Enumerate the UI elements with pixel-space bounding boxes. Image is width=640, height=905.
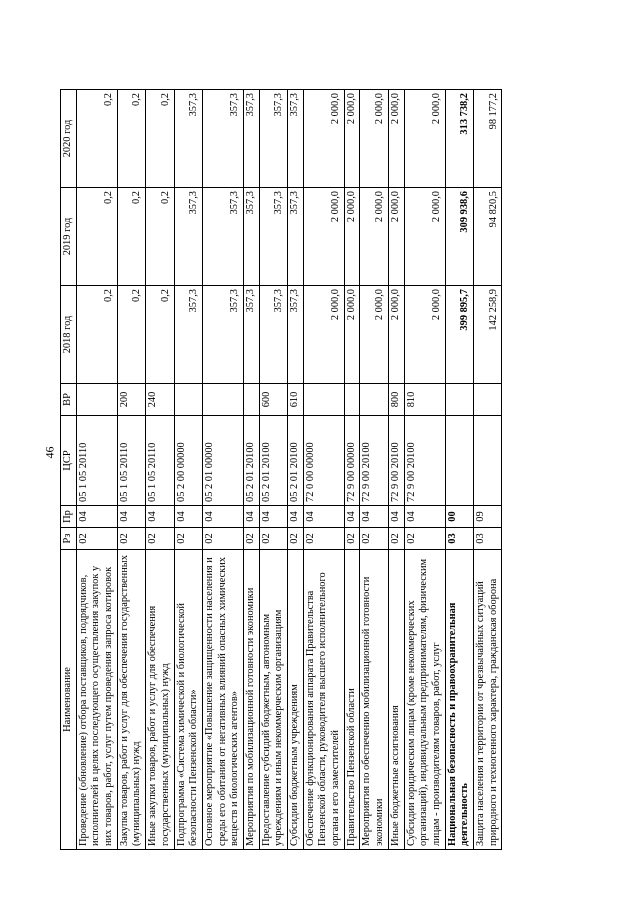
cell-2019: 357,3 <box>259 188 287 286</box>
table-row <box>117 90 145 850</box>
cell-rz: 02 <box>117 528 145 550</box>
cell-name: Мероприятия по обеспечению мобилизационной готовности экономики <box>360 550 388 850</box>
cell-2019: 2 000,0 <box>344 188 360 286</box>
cell-csr: 72 9 00 20100 <box>360 416 388 506</box>
cell-2020: 357,3 <box>174 90 202 188</box>
cell-csr: 05 2 01 20100 <box>288 416 304 506</box>
cell-pr: 04 <box>76 506 117 528</box>
cell-vr <box>202 384 243 416</box>
cell-name: Защита населения и территории от чрезвычайных ситуаций природного и техногенного характера, гражданская оборона <box>473 550 501 850</box>
cell-pr: 04 <box>344 506 360 528</box>
column-header-name: Наименование <box>61 550 77 850</box>
cell-csr <box>445 416 473 506</box>
cell-rz: 02 <box>76 528 117 550</box>
cell-2018: 0,2 <box>146 286 174 384</box>
column-header-csr: ЦСР <box>61 416 77 506</box>
cell-vr: 810 <box>404 384 445 416</box>
cell-2018: 357,3 <box>259 286 287 384</box>
cell-2018: 357,3 <box>288 286 304 384</box>
column-header-2020: 2020 год <box>61 90 77 188</box>
column-header-rz: Рз <box>61 528 77 550</box>
table-row <box>174 90 202 850</box>
cell-vr: 610 <box>288 384 304 416</box>
cell-csr: 05 2 01 00000 <box>202 416 243 506</box>
cell-vr <box>473 384 501 416</box>
cell-pr: 04 <box>388 506 404 528</box>
cell-csr: 72 9 00 20100 <box>404 416 445 506</box>
cell-2019: 0,2 <box>146 188 174 286</box>
cell-csr: 72 0 00 00000 <box>303 416 344 506</box>
cell-2020: 2 000,0 <box>404 90 445 188</box>
cell-2019: 2 000,0 <box>303 188 344 286</box>
cell-csr <box>473 416 501 506</box>
cell-pr: 04 <box>174 506 202 528</box>
cell-vr: 600 <box>259 384 287 416</box>
cell-2020: 357,3 <box>202 90 243 188</box>
cell-2018: 2 000,0 <box>360 286 388 384</box>
table-row <box>202 90 243 850</box>
cell-pr: 04 <box>259 506 287 528</box>
cell-2018: 2 000,0 <box>388 286 404 384</box>
cell-2020: 313 738,2 <box>445 90 473 188</box>
cell-name: Мероприятия по мобилизационной готовности экономики <box>243 550 259 850</box>
cell-csr: 72 9 00 00000 <box>344 416 360 506</box>
cell-csr: 05 2 01 20100 <box>259 416 287 506</box>
cell-csr: 05 2 00 00000 <box>174 416 202 506</box>
cell-2020: 357,3 <box>243 90 259 188</box>
budget-table-container <box>60 90 560 850</box>
cell-rz: 02 <box>259 528 287 550</box>
budget-table <box>60 89 502 850</box>
cell-2018: 142 258,9 <box>473 286 501 384</box>
cell-rz: 02 <box>344 528 360 550</box>
table-row <box>360 90 388 850</box>
table-row <box>288 90 304 850</box>
cell-name: Субсидии бюджетным учреждениям <box>288 550 304 850</box>
cell-name: Обеспечение функционирования аппарата Правительства Пензенской области, руководителя высшего исполнительного органа и его заместителей <box>303 550 344 850</box>
cell-pr: 04 <box>288 506 304 528</box>
cell-pr: 04 <box>404 506 445 528</box>
cell-2018: 2 000,0 <box>404 286 445 384</box>
column-header-2019: 2019 год <box>61 188 77 286</box>
cell-2018: 357,3 <box>174 286 202 384</box>
cell-pr: 04 <box>117 506 145 528</box>
cell-rz: 02 <box>174 528 202 550</box>
cell-2020: 2 000,0 <box>303 90 344 188</box>
cell-csr: 05 1 05 20110 <box>76 416 117 506</box>
cell-vr <box>76 384 117 416</box>
cell-2019: 357,3 <box>202 188 243 286</box>
cell-name: Основное мероприятие «Повышение защищенности населения и среды его обитания от негативных влияний опасных химических веществ и биологических агентов» <box>202 550 243 850</box>
table-row <box>243 90 259 850</box>
table-row <box>259 90 287 850</box>
cell-rz: 02 <box>146 528 174 550</box>
cell-2019: 2 000,0 <box>360 188 388 286</box>
cell-2019: 0,2 <box>117 188 145 286</box>
cell-name: Иные бюджетные ассигнования <box>388 550 404 850</box>
cell-vr: 240 <box>146 384 174 416</box>
cell-2020: 0,2 <box>146 90 174 188</box>
cell-2020: 2 000,0 <box>360 90 388 188</box>
cell-csr: 05 1 05 20110 <box>117 416 145 506</box>
cell-pr: 04 <box>303 506 344 528</box>
cell-vr <box>360 384 388 416</box>
cell-name: Национальная безопасность и правоохранительная деятельность <box>445 550 473 850</box>
cell-vr: 800 <box>388 384 404 416</box>
cell-rz: 02 <box>202 528 243 550</box>
page-number: 46 <box>42 446 57 459</box>
cell-pr: 04 <box>360 506 388 528</box>
cell-rz: 02 <box>404 528 445 550</box>
table-body <box>76 90 502 850</box>
cell-name: Закупка товаров, работ и услуг для обеспечения государственных (муниципальных) нужд <box>117 550 145 850</box>
cell-2018: 357,3 <box>202 286 243 384</box>
cell-2018: 0,2 <box>117 286 145 384</box>
cell-pr: 00 <box>445 506 473 528</box>
cell-vr <box>243 384 259 416</box>
cell-2019: 2 000,0 <box>388 188 404 286</box>
cell-vr <box>174 384 202 416</box>
table-row <box>344 90 360 850</box>
cell-rz: 02 <box>243 528 259 550</box>
cell-2020: 357,3 <box>259 90 287 188</box>
cell-rz: 03 <box>473 528 501 550</box>
table-row <box>303 90 344 850</box>
cell-pr: 09 <box>473 506 501 528</box>
column-header-2018: 2018 год <box>61 286 77 384</box>
cell-2019: 357,3 <box>288 188 304 286</box>
cell-name: Подпрограмма «Система химической и биологической безопасности Пензенской области» <box>174 550 202 850</box>
cell-2020: 357,3 <box>288 90 304 188</box>
cell-rz: 02 <box>388 528 404 550</box>
cell-pr: 04 <box>146 506 174 528</box>
cell-csr: 05 1 05 20110 <box>146 416 174 506</box>
cell-name: Проведение (обновление) отбора поставщиков, подрядчиков, исполнителей в целях последующего осуществления закупок у них товаров, работ, услуг путем проведения запроса котировок <box>76 550 117 850</box>
cell-name: Правительство Пензенской области <box>344 550 360 850</box>
cell-2018: 2 000,0 <box>344 286 360 384</box>
cell-rz: 02 <box>360 528 388 550</box>
cell-name: Субсидии юридическим лицам (кроме некоммерческих организаций), индивидуальным предпринимателям, физическим лицам - производителям товаров, работ, услуг <box>404 550 445 850</box>
cell-pr: 04 <box>202 506 243 528</box>
cell-2018: 2 000,0 <box>303 286 344 384</box>
cell-2019: 357,3 <box>243 188 259 286</box>
cell-name: Иные закупки товаров, работ и услуг для обеспечения государственных (муниципальных) нужд <box>146 550 174 850</box>
cell-2020: 2 000,0 <box>388 90 404 188</box>
cell-rz: 02 <box>303 528 344 550</box>
table-row <box>473 90 501 850</box>
cell-vr <box>303 384 344 416</box>
cell-2019: 0,2 <box>76 188 117 286</box>
cell-2019: 94 820,5 <box>473 188 501 286</box>
cell-2019: 357,3 <box>174 188 202 286</box>
cell-2020: 2 000,0 <box>344 90 360 188</box>
cell-2020: 0,2 <box>76 90 117 188</box>
cell-2020: 0,2 <box>117 90 145 188</box>
table-row <box>445 90 473 850</box>
cell-pr: 04 <box>243 506 259 528</box>
cell-csr: 05 2 01 20100 <box>243 416 259 506</box>
cell-2020: 98 177,2 <box>473 90 501 188</box>
cell-2018: 357,3 <box>243 286 259 384</box>
cell-vr: 200 <box>117 384 145 416</box>
cell-2018: 0,2 <box>76 286 117 384</box>
cell-2018: 399 895,7 <box>445 286 473 384</box>
column-header-pr: Пр <box>61 506 77 528</box>
table-row <box>146 90 174 850</box>
cell-vr <box>445 384 473 416</box>
table-row <box>76 90 117 850</box>
cell-2019: 2 000,0 <box>404 188 445 286</box>
column-header-vr: ВР <box>61 384 77 416</box>
cell-vr <box>344 384 360 416</box>
cell-2019: 309 938,6 <box>445 188 473 286</box>
table-row <box>404 90 445 850</box>
table-row <box>388 90 404 850</box>
table-header-row <box>61 90 77 850</box>
cell-name: Предоставление субсидий бюджетным, автономным учреждениям и иным некоммерческим организациям <box>259 550 287 850</box>
cell-csr: 72 9 00 20100 <box>388 416 404 506</box>
cell-rz: 02 <box>288 528 304 550</box>
cell-rz: 03 <box>445 528 473 550</box>
